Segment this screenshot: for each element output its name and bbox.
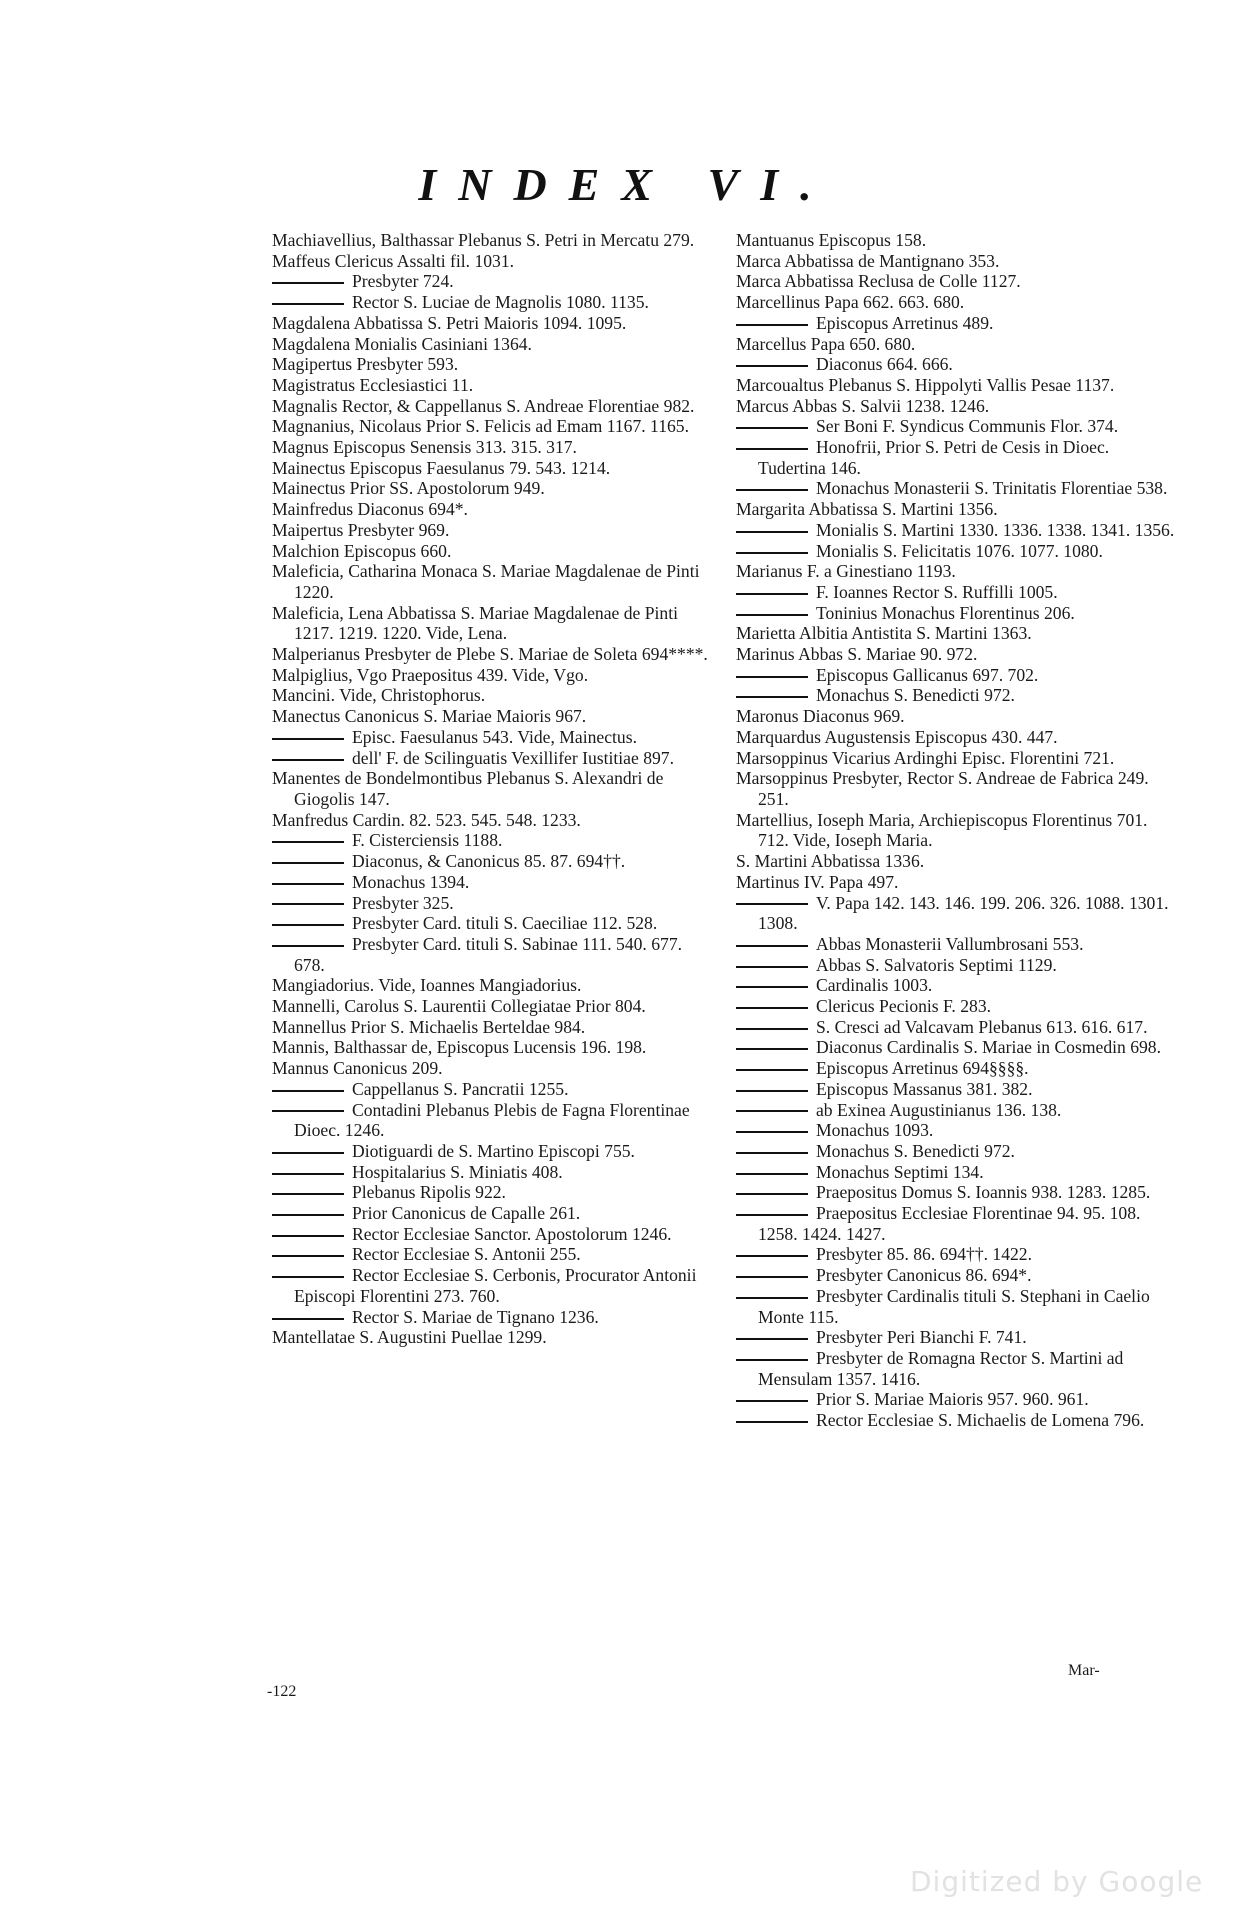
ditto-dash (736, 614, 808, 616)
index-entry (736, 499, 1176, 520)
catchword: Mar- (1068, 1662, 1100, 1679)
index-entry (272, 396, 712, 417)
index-entry-text: S. Cresci ad Valcavam Plebanus 613. 616. 617. (816, 1016, 1148, 1037)
index-entry (272, 1307, 712, 1328)
ditto-dash (736, 365, 808, 367)
index-entry-text: Presbyter 724. (352, 271, 454, 292)
ditto-dash (736, 448, 808, 450)
ditto-dash (272, 759, 344, 761)
index-entry-text: Monialis S. Felicitatis 1076. 1077. 1080. (816, 540, 1103, 561)
index-entry (272, 1100, 712, 1141)
index-entry-text: Maipertus Presbyter 969. (272, 519, 450, 540)
index-entry-text: Malpiglius, Vgo Praepositus 439. Vide, Vgo. (272, 664, 589, 685)
ditto-dash (272, 1090, 344, 1092)
index-entry (272, 727, 712, 748)
index-entry (272, 975, 712, 996)
ditto-dash (272, 1318, 344, 1320)
index-entry (272, 706, 712, 727)
ditto-dash (736, 945, 808, 947)
index-entry-text: Marsoppinus Vicarius Ardinghi Episc. Florentini 721. (736, 747, 1115, 768)
index-entry (736, 1079, 1176, 1100)
index-entry (736, 810, 1176, 851)
index-entry (272, 1224, 712, 1245)
index-entry (272, 334, 712, 355)
ditto-dash (736, 1028, 808, 1030)
index-entry-text: ab Exinea Augustinianus 136. 138. (816, 1099, 1062, 1120)
index-entry (736, 1058, 1176, 1079)
index-entry-text: Diaconus 664. 666. (816, 354, 953, 375)
index-entry (736, 582, 1176, 603)
index-entry (272, 851, 712, 872)
index-entry (736, 354, 1176, 375)
index-entry-text: Rector S. Luciae de Magnolis 1080. 1135. (352, 292, 649, 313)
index-entry (736, 872, 1176, 893)
ditto-dash (272, 924, 344, 926)
index-entry (736, 271, 1176, 292)
index-entry-text: Cappellanus S. Pancratii 1255. (352, 1078, 569, 1099)
index-entry-text: Rector Ecclesiae S. Michaelis de Lomena 796. (816, 1410, 1145, 1431)
index-entry (272, 1162, 712, 1183)
index-entry-text: Marcellus Papa 650. 680. (736, 333, 916, 354)
index-entry-text: Malperianus Presbyter de Plebe S. Mariae de Soleta 694****. (272, 644, 708, 665)
index-entry-text: Ser Boni F. Syndicus Communis Flor. 374. (816, 416, 1119, 437)
index-entry (272, 830, 712, 851)
digitized-watermark: Digitized by Google (910, 1865, 1204, 1898)
index-entry-text: Mannellus Prior S. Michaelis Berteldae 984. (272, 1016, 586, 1037)
index-entry-text: Marcus Abbas S. Salvii 1238. 1246. (736, 395, 990, 416)
index-entry (736, 1120, 1176, 1141)
index-entry (272, 644, 712, 665)
index-entry-text: Praepositus Ecclesiae Florentinae 94. 95. 108. 1258. 1424. 1427. (758, 1203, 1141, 1244)
index-entry (736, 561, 1176, 582)
index-entry-text: Maleficia, Catharina Monaca S. Mariae Magdalenae de Pinti 1220. (272, 561, 700, 602)
index-entry (736, 996, 1176, 1017)
index-entry (736, 541, 1176, 562)
index-entry (272, 437, 712, 458)
index-entry (272, 603, 712, 644)
index-entry-text: Clericus Pecionis F. 283. (816, 996, 992, 1017)
index-entry-text: Malchion Episcopus 660. (272, 540, 452, 561)
index-entry (272, 913, 712, 934)
index-entry-text: Monachus 1093. (816, 1120, 934, 1141)
index-entry-text: Monachus Monasterii S. Trinitatis Florentiae 538. (816, 478, 1168, 499)
index-entry-text: Mantuanus Episcopus 158. (736, 230, 927, 250)
ditto-dash (736, 1048, 808, 1050)
index-entry-text: Mannis, Balthassar de, Episcopus Lucensis 196. 198. (272, 1037, 647, 1058)
index-entry-text: Mainectus Episcopus Faesulanus 79. 543. 1214. (272, 457, 611, 478)
index-entry-text: Diaconus, & Canonicus 85. 87. 694††. (352, 851, 626, 872)
index-entry (736, 1141, 1176, 1162)
index-entry (272, 810, 712, 831)
ditto-dash (736, 1193, 808, 1195)
ditto-dash (272, 282, 344, 284)
index-entry-text: Marca Abbatissa Reclusa de Colle 1127. (736, 271, 1021, 292)
ditto-dash (736, 1338, 808, 1340)
index-entry (272, 872, 712, 893)
index-entry-text: Marca Abbatissa de Mantignano 353. (736, 250, 1000, 271)
index-entry (272, 499, 712, 520)
index-entry-text: Praepositus Domus S. Ioannis 938. 1283. 1285. (816, 1182, 1151, 1203)
index-entry-text: Monialis S. Martini 1330. 1336. 1338. 1341. 1356. (816, 519, 1175, 540)
index-entry-text: Prior Canonicus de Capalle 261. (352, 1203, 581, 1224)
index-entry-text: Magnanius, Nicolaus Prior S. Felicis ad Emam 1167. 1165. (272, 416, 689, 437)
ditto-dash (736, 1297, 808, 1299)
ditto-dash (272, 1173, 344, 1175)
ditto-dash (272, 862, 344, 864)
index-entry (272, 375, 712, 396)
index-entry-text: Marianus F. a Ginestiano 1193. (736, 561, 956, 582)
index-entry-text: Marsoppinus Presbyter, Rector S. Andreae de Fabrica 249. 251. (736, 768, 1149, 809)
ditto-dash (736, 1276, 808, 1278)
index-entry (736, 748, 1176, 769)
index-entry (736, 1203, 1176, 1244)
index-entry (272, 1017, 712, 1038)
index-entry-text: Mannelli, Carolus S. Laurentii Collegiatae Prior 804. (272, 996, 646, 1017)
index-entry-text: Presbyter 85. 86. 694††. 1422. (816, 1244, 1032, 1265)
index-entry-text: Mainfredus Diaconus 694*. (272, 499, 468, 520)
ditto-dash (736, 1214, 808, 1216)
ditto-dash (272, 1214, 344, 1216)
index-entry-text: Hospitalarius S. Miniatis 408. (352, 1161, 563, 1182)
index-entry-text: Maleficia, Lena Abbatissa S. Mariae Magdalenae de Pinti 1217. 1219. 1220. Vide, Lena. (272, 602, 678, 644)
index-entry (736, 1286, 1176, 1327)
ditto-dash (272, 303, 344, 305)
index-entry-text: Rector Ecclesiae Sanctor. Apostolorum 1246. (352, 1223, 672, 1244)
ditto-dash (736, 1090, 808, 1092)
index-entry-text: Monachus S. Benedicti 972. (816, 1140, 1015, 1161)
ditto-dash (736, 531, 808, 533)
index-entry (272, 1327, 712, 1348)
index-entry (736, 955, 1176, 976)
index-entry (272, 893, 712, 914)
index-entry (736, 1182, 1176, 1203)
ditto-dash (272, 1235, 344, 1237)
index-entry (272, 541, 712, 562)
ditto-dash (736, 489, 808, 491)
page-title: INDEX VI. (418, 159, 834, 210)
index-entry-text: Marinus Abbas S. Mariae 90. 972. (736, 644, 978, 665)
index-entry (736, 1389, 1176, 1410)
index-entry-text: Cardinalis 1003. (816, 975, 933, 996)
index-entry (736, 768, 1176, 809)
index-entry-text: Episc. Faesulanus 543. Vide, Mainectus. (352, 726, 637, 747)
index-entry (736, 893, 1176, 934)
index-entry (272, 768, 712, 809)
ditto-dash (736, 427, 808, 429)
ditto-dash (272, 903, 344, 905)
index-entry (736, 478, 1176, 499)
index-entry-text: Abbas Monasterii Vallumbrosani 553. (816, 933, 1084, 954)
ditto-dash (736, 1421, 808, 1423)
index-entry (272, 271, 712, 292)
index-entry-text: Plebanus Ripolis 922. (352, 1182, 506, 1203)
index-entry (272, 748, 712, 769)
index-entry-text: V. Papa 142. 143. 146. 199. 206. 326. 1088. 1301. 1308. (758, 892, 1169, 934)
index-entry (272, 313, 712, 334)
ditto-dash (736, 1007, 808, 1009)
index-entry (736, 251, 1176, 272)
ditto-dash (272, 1255, 344, 1257)
index-entry (272, 934, 712, 975)
index-entry (272, 520, 712, 541)
index-entry-text: Presbyter Cardinalis tituli S. Stephani in Caelio Monte 115. (758, 1285, 1150, 1327)
index-entry-text: Rector Ecclesiae S. Cerbonis, Procurator Antonii Episcopi Florentini 273. 760. (294, 1265, 697, 1306)
index-entry (272, 230, 712, 251)
index-entry-text: Episcopus Gallicanus 697. 702. (816, 664, 1039, 685)
index-entry-text: Marcellinus Papa 662. 663. 680. (736, 292, 965, 313)
index-entry (736, 396, 1176, 417)
ditto-dash (272, 738, 344, 740)
index-entry (736, 375, 1176, 396)
index-entry-text: Abbas S. Salvatoris Septimi 1129. (816, 954, 1057, 975)
ditto-dash (736, 1069, 808, 1071)
index-entry (736, 1017, 1176, 1038)
ditto-dash (736, 1359, 808, 1361)
index-entry (736, 665, 1176, 686)
index-entry-text: Manfredus Cardin. 82. 523. 545. 548. 1233. (272, 809, 581, 830)
index-entry (736, 603, 1176, 624)
index-entry-text: Honofrii, Prior S. Petri de Cesis in Dioec. Tudertina 146. (758, 437, 1110, 478)
index-entry (736, 1348, 1176, 1389)
index-entry-text: Presbyter Card. tituli S. Sabinae 111. 540. 677. 678. (294, 933, 683, 975)
index-entry (736, 292, 1176, 313)
index-entry (736, 727, 1176, 748)
index-entry-text: Marcoualtus Plebanus S. Hippolyti Vallis Pesae 1137. (736, 374, 1115, 395)
index-entry (736, 644, 1176, 665)
index-entry-text: Magipertus Presbyter 593. (272, 354, 459, 375)
index-entry-text: Magistratus Ecclesiastici 11. (272, 374, 474, 395)
index-entry (736, 623, 1176, 644)
index-entry-text: Presbyter de Romagna Rector S. Martini ad Mensulam 1357. 1416. (758, 1347, 1124, 1389)
index-entry (736, 975, 1176, 996)
ditto-dash (736, 903, 808, 905)
ditto-dash (736, 1255, 808, 1257)
index-entry (272, 458, 712, 479)
folio-mark: -122 (267, 1683, 297, 1700)
index-entry (272, 996, 712, 1017)
index-entry-text: F. Ioannes Rector S. Ruffilli 1005. (816, 581, 1058, 602)
index-entry (272, 416, 712, 437)
index-entry-text: F. Cisterciensis 1188. (352, 830, 503, 851)
index-entry (736, 1162, 1176, 1183)
index-entry (272, 478, 712, 499)
index-entry-text: Episcopus Arretinus 694§§§§. (816, 1058, 1029, 1079)
index-entry (736, 706, 1176, 727)
index-entry (736, 230, 1176, 251)
index-entry (736, 1265, 1176, 1286)
index-entry (736, 1100, 1176, 1121)
index-entry-text: Presbyter Canonicus 86. 694*. (816, 1265, 1032, 1286)
ditto-dash (736, 593, 808, 595)
index-entry-text: Margarita Abbatissa S. Martini 1356. (736, 499, 998, 520)
index-column-left (272, 230, 712, 1348)
index-entry-text: Episcopus Massanus 381. 382. (816, 1078, 1033, 1099)
index-entry-text: Magdalena Monialis Casiniani 1364. (272, 333, 532, 354)
index-entry (736, 416, 1176, 437)
ditto-dash (736, 676, 808, 678)
index-entry-text: Manectus Canonicus S. Mariae Maioris 967. (272, 706, 587, 727)
index-entry (272, 292, 712, 313)
index-entry-text: Presbyter Card. tituli S. Caeciliae 112. 528. (352, 913, 658, 934)
index-entry-text: Mannus Canonicus 209. (272, 1058, 443, 1079)
index-entry (736, 437, 1176, 478)
ditto-dash (736, 1110, 808, 1112)
index-entry-text: Presbyter 325. (352, 892, 454, 913)
ditto-dash (736, 1131, 808, 1133)
index-entry-text: Toninius Monachus Florentinus 206. (816, 602, 1075, 623)
index-entry-text: Monachus 1394. (352, 871, 470, 892)
index-entry (272, 1058, 712, 1079)
index-entry-text: Episcopus Arretinus 489. (816, 312, 994, 333)
index-entry (736, 1244, 1176, 1265)
ditto-dash (272, 945, 344, 947)
index-entry (272, 1244, 712, 1265)
index-entry-text: Martellius, Ioseph Maria, Archiepiscopus Florentinus 701. 712. Vide, Ioseph Maria. (736, 809, 1148, 851)
index-entry (272, 1182, 712, 1203)
ditto-dash (272, 841, 344, 843)
index-entry (272, 1203, 712, 1224)
index-entry (272, 665, 712, 686)
index-entry (272, 1265, 712, 1306)
ditto-dash (736, 1173, 808, 1175)
index-entry-text: Martinus IV. Papa 497. (736, 871, 899, 892)
index-entry (272, 1141, 712, 1162)
index-entry-text: Monachus S. Benedicti 972. (816, 685, 1015, 706)
index-entry-text: Diaconus Cardinalis S. Mariae in Cosmedin 698. (816, 1037, 1161, 1058)
index-entry (272, 1037, 712, 1058)
index-entry-text: Marietta Albitia Antistita S. Martini 1363. (736, 623, 1032, 644)
index-entry-text: Machiavellius, Balthassar Plebanus S. Petri in Mercatu 279. (272, 230, 695, 250)
index-entry-text: Mainectus Prior SS. Apostolorum 949. (272, 478, 545, 499)
index-entry (272, 561, 712, 602)
index-entry-text: Magnalis Rector, & Cappellanus S. Andreae Florentiae 982. (272, 395, 695, 416)
index-entry (736, 520, 1176, 541)
index-entry (736, 1327, 1176, 1348)
index-entry (736, 334, 1176, 355)
index-entry (736, 313, 1176, 334)
index-entry-text: Manentes de Bondelmontibus Plebanus S. Alexandri de Giogolis 147. (272, 768, 664, 809)
index-column-right (736, 230, 1176, 1431)
index-entry (736, 1410, 1176, 1431)
ditto-dash (736, 986, 808, 988)
index-entry-text: Mantellatae S. Augustini Puellae 1299. (272, 1327, 547, 1348)
index-entry-text: S. Martini Abbatissa 1336. (736, 851, 925, 872)
ditto-dash (736, 552, 808, 554)
ditto-dash (736, 966, 808, 968)
ditto-dash (272, 883, 344, 885)
index-entry-text: Maffeus Clericus Assalti fil. 1031. (272, 250, 515, 271)
index-entry (736, 851, 1176, 872)
index-entry (272, 251, 712, 272)
index-entry (736, 685, 1176, 706)
index-entry-text: Rector S. Mariae de Tignano 1236. (352, 1306, 599, 1327)
index-entry (272, 1079, 712, 1100)
ditto-dash (736, 324, 808, 326)
ditto-dash (272, 1193, 344, 1195)
ditto-dash (272, 1110, 344, 1112)
index-entry-text: Magdalena Abbatissa S. Petri Maioris 1094. 1095. (272, 312, 627, 333)
index-entry-text: Monachus Septimi 134. (816, 1161, 984, 1182)
ditto-dash (736, 1152, 808, 1154)
index-entry-text: Presbyter Peri Bianchi F. 741. (816, 1327, 1027, 1348)
index-entry-text: Rector Ecclesiae S. Antonii 255. (352, 1244, 581, 1265)
index-entry-text: Maronus Diaconus 969. (736, 706, 905, 727)
index-entry (736, 934, 1176, 955)
ditto-dash (736, 696, 808, 698)
index-entry-text: Contadini Plebanus Plebis de Fagna Florentinae Dioec. 1246. (294, 1099, 690, 1141)
index-entry-text: Mancini. Vide, Christophorus. (272, 685, 486, 706)
index-entry-text: Diotiguardi de S. Martino Episcopi 755. (352, 1140, 635, 1161)
ditto-dash (272, 1276, 344, 1278)
index-entry-text: Prior S. Mariae Maioris 957. 960. 961. (816, 1389, 1089, 1410)
index-entry (272, 685, 712, 706)
index-entry (272, 354, 712, 375)
index-entry-text: Mangiadorius. Vide, Ioannes Mangiadorius. (272, 975, 582, 996)
index-entry-text: Marquardus Augustensis Episcopus 430. 447. (736, 726, 1058, 747)
ditto-dash (272, 1152, 344, 1154)
ditto-dash (736, 1400, 808, 1402)
index-entry-text: Magnus Episcopus Senensis 313. 315. 317. (272, 437, 577, 458)
index-entry (736, 1037, 1176, 1058)
index-entry-text: dell' F. de Scilinguatis Vexillifer Iustitiae 897. (352, 747, 674, 768)
